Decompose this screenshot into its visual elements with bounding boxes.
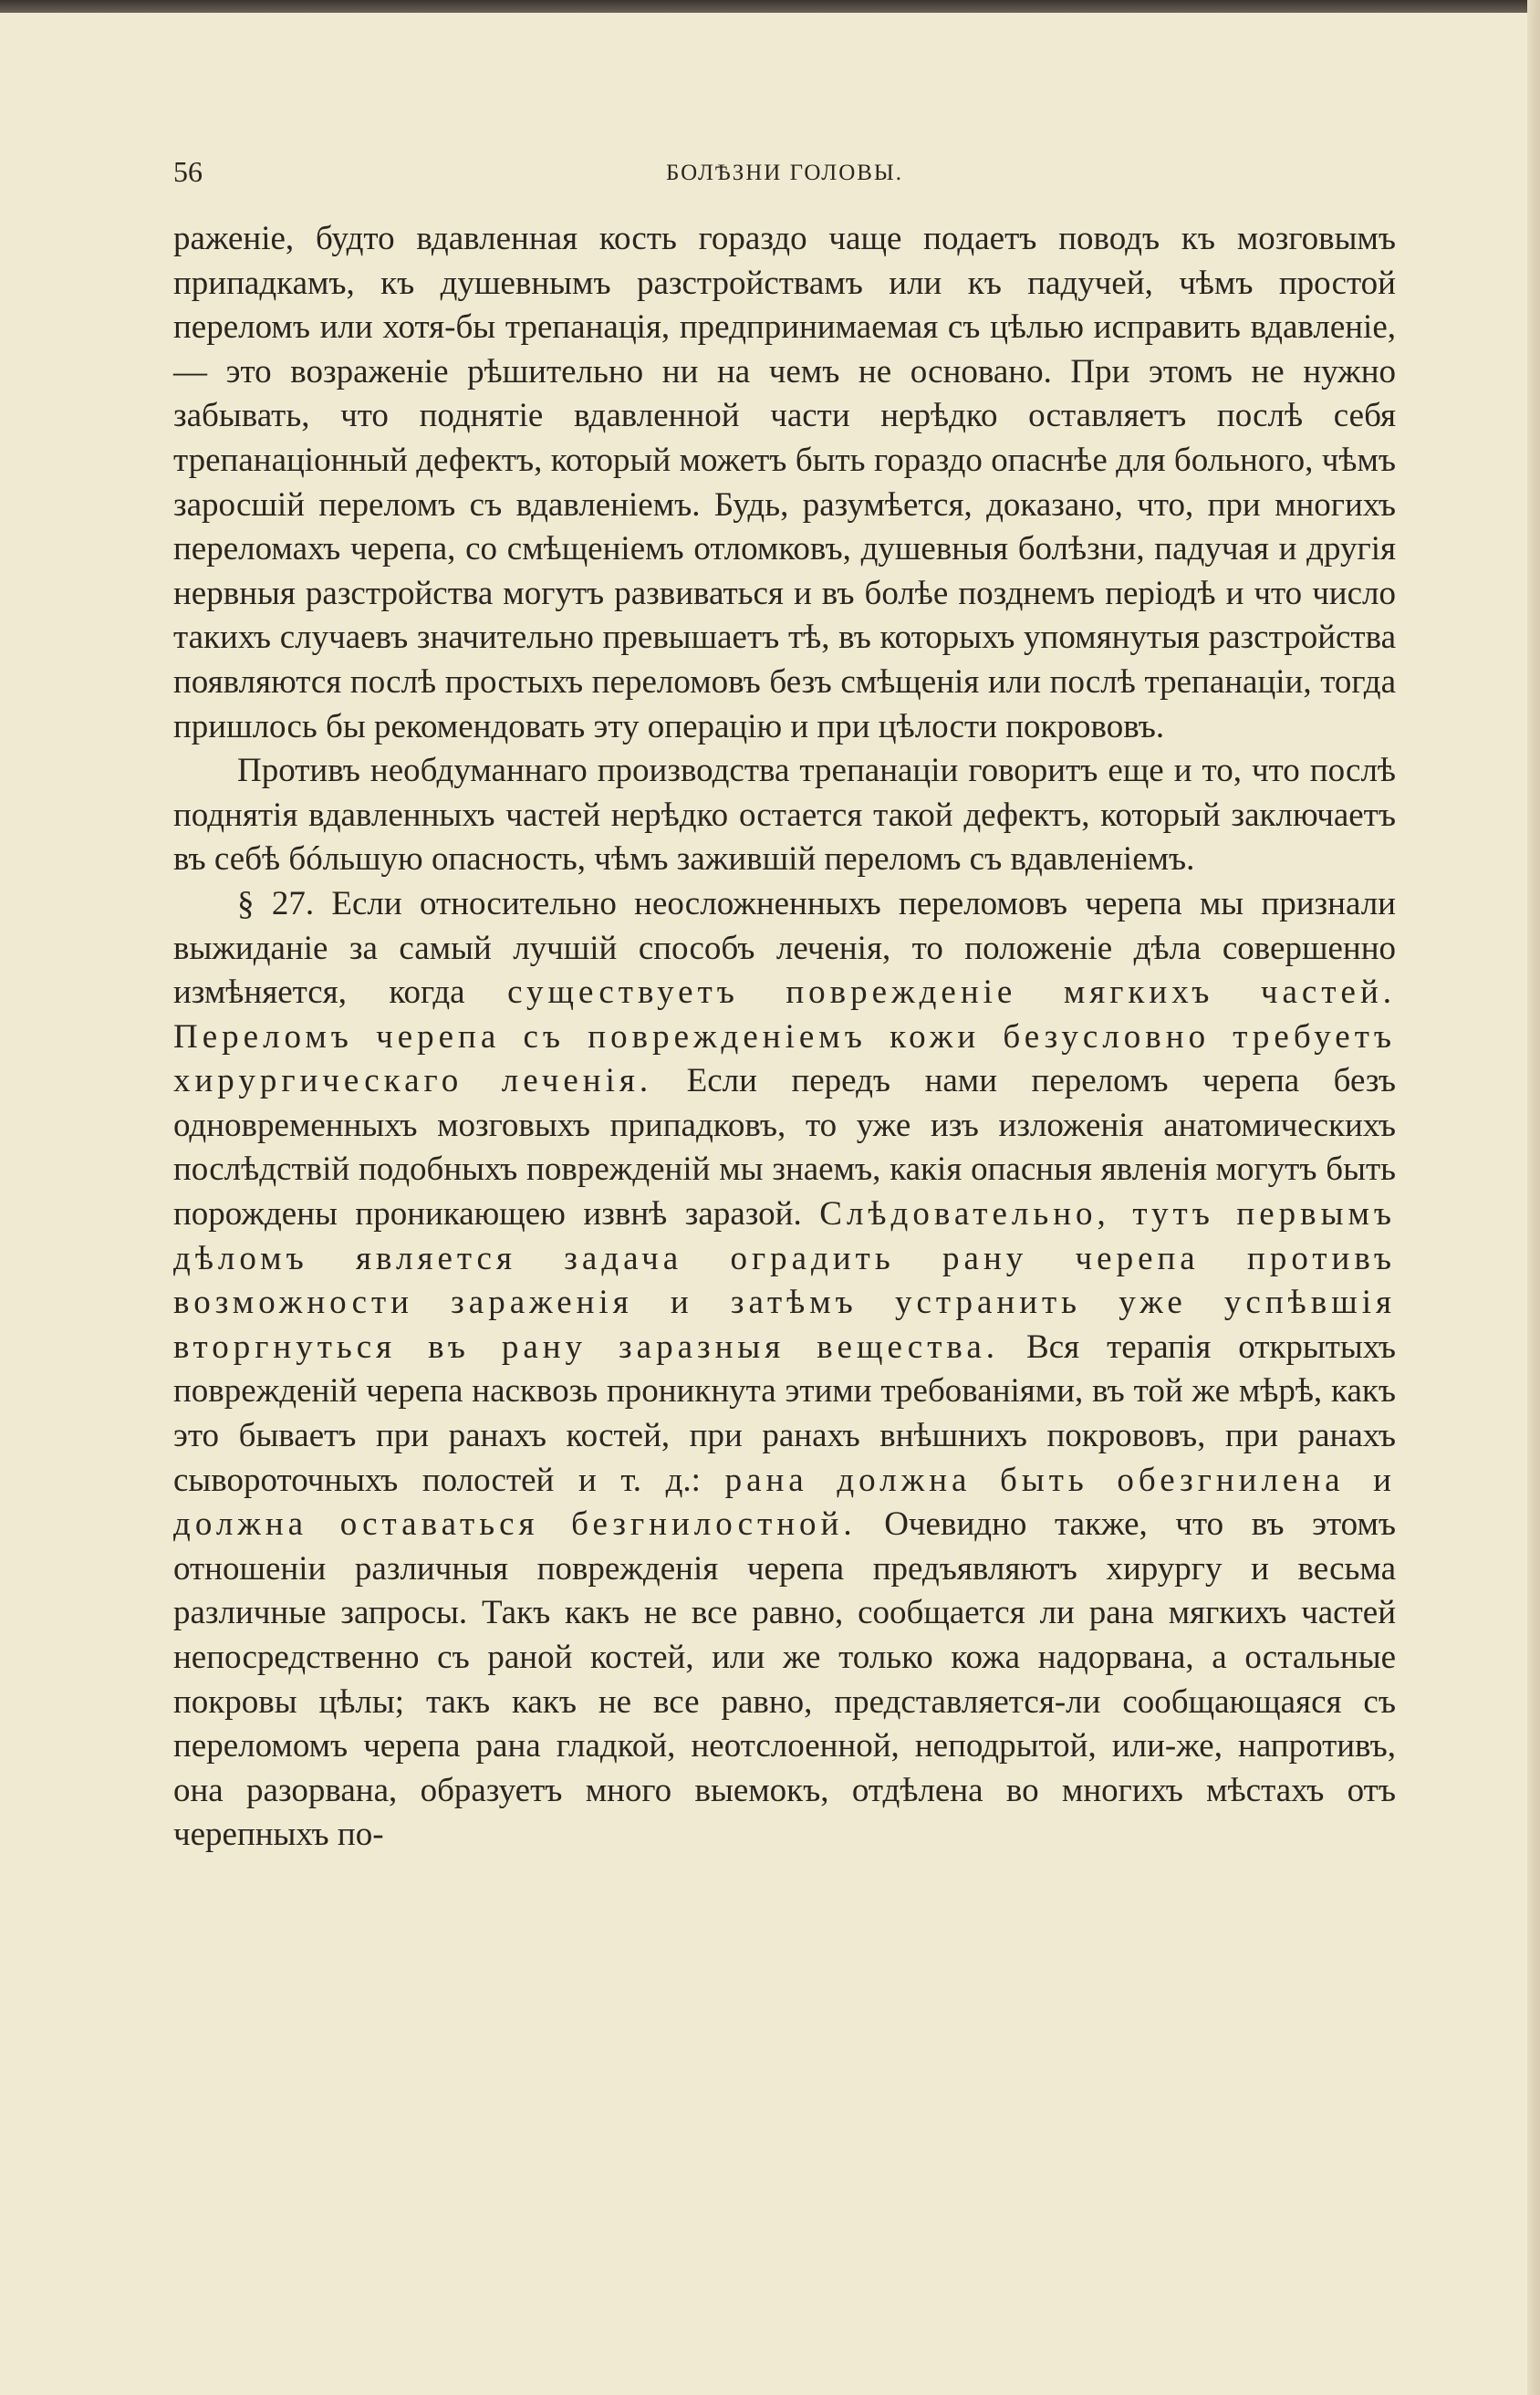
running-title: БОЛѢЗНИ ГОЛОВЫ. xyxy=(666,161,903,185)
paragraph-3-section-27 xyxy=(173,882,1396,1858)
spaced-emphasis: существуетъ повреждeніе мягкихъ частей. Переломъ черепа съ повреждeніемъ кожи безусловно требуетъ хирургическаго леченія. xyxy=(173,974,1396,1100)
paragraph-1 xyxy=(173,217,1396,749)
body-text xyxy=(173,217,1396,1858)
book-page xyxy=(173,146,1396,1858)
spaced-emphasis: Слѣдовательно, тутъ первымъ дѣломъ является задача оградить рану черепа противъ возможности зараженія и затѣмъ устранить уже успѣвшія вторгнуться въ рану заразныя вещества. xyxy=(173,1195,1396,1366)
text-segment: Противъ необдуманнаго производства трепанаціи говоритъ еще и то, что послѣ поднятія вдавленныхъ частей нерѣдко остается такой дефектъ, который заключаетъ въ себѣ бóльшую опасность, чѣмъ зажившій переломъ съ вдавленіемъ. xyxy=(173,752,1396,879)
running-head xyxy=(173,146,1396,201)
spaced-emphasis: рана должна быть обезгнилена и должна оставаться безгнилостной. xyxy=(173,1461,1396,1544)
text-segment: раженіе, будто вдавленная кость гораздо чаще подаетъ поводъ къ мозговымъ припадкамъ, къ душевнымъ разстройствамъ или къ падучей, чѣмъ простой переломъ или хотя-бы трепанація, предпринимаемая съ цѣлью исправить вдавленіе, — это возраженіе рѣшительно ни на чемъ не основано. При этомъ не нужно забывать, что поднятіе вдавленной части нерѣдко оставляетъ послѣ себя трепанаціонный дефектъ, который можетъ быть гораздо опаснѣе для больного, чѣмъ заросшій переломъ съ вдавленіемъ. Будь, разумѣется, доказано, что, при многихъ переломахъ черепа, со смѣщеніемъ отломковъ, душевныя болѣзни, падучая и другія нервныя разстройства могутъ развиваться и въ болѣе позднемъ періодѣ и что число такихъ случаевъ значительно превышаетъ тѣ, въ которыхъ упомянутыя разстройства появляются послѣ простыхъ переломовъ безъ смѣщенія или послѣ трепанаціи, тогда пришлось бы рекомендовать эту операцію и при цѣлости покрововъ. xyxy=(173,220,1396,745)
paragraph-2 xyxy=(173,749,1396,882)
text-segment: § 27. Если относительно неосложненныхъ переломовъ черепа мы признали выжиданіе за самый лучшій способъ леченія, то положеніе дѣла совершенно измѣняется, когда xyxy=(173,884,1396,1012)
scan-right-edge xyxy=(1527,0,1540,2395)
text-segment: Очевидно также, что въ этомъ отношеніи различныя повреждeнія черепа предъявляютъ хирургу и весьма различные запросы. Такъ какъ не все равно, сообщается ли рана мягкихъ частей непосредственно съ раной костей, или же только кожа надорвана, а остальные покровы цѣлы; такъ какъ не все равно, представляется-ли сообщающаяся съ переломомъ черепа рана гладкой, неотслоенной, неподрытой, или-же, напротивъ, она разорвана, образуетъ много выемокъ, отдѣлена во многихъ мѣстахъ отъ черепныхъ по- xyxy=(173,1505,1396,1854)
page-number: 56 xyxy=(173,155,203,188)
text-segment: Если передъ нами переломъ черепа безъ одновременныхъ мозговыхъ припадковъ, то уже изъ изложенія анатомическихъ послѣдствій подобныхъ повреждeній мы знаемъ, какія опасныя явленія могутъ быть порождены проникающею извнѣ заразой. xyxy=(173,1062,1397,1234)
scan-top-edge xyxy=(0,0,1540,13)
text-segment: Вся терапія открытыхъ повреждeній черепа насквозь проникнута этими требованіями, въ той же мѣрѣ, какъ это бываетъ при ранахъ костей, при ранахъ внѣшнихъ покрововъ, при ранахъ сывороточныхъ полостей и т. д.: xyxy=(173,1328,1397,1499)
